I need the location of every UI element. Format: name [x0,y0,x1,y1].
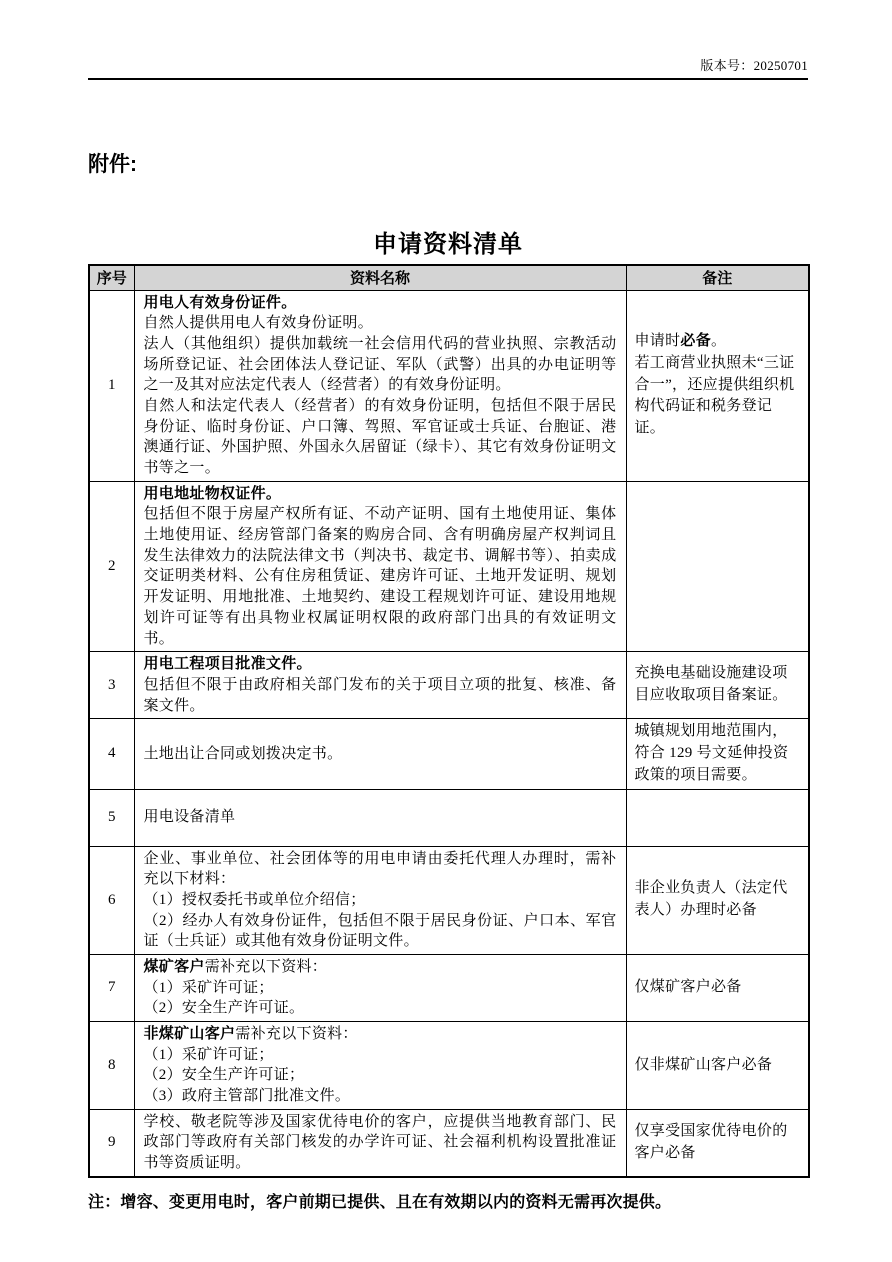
cell-paragraph [144,654,617,675]
remark-cell [626,652,809,719]
text-segment: 自然人提供用电人有效身份证明。 [143,315,374,332]
cell-paragraph [635,878,801,922]
cell-paragraph [144,890,617,911]
text-segment: 城镇规划用地范围内，符合 129 号文延伸投资政策的项目需要。 [634,723,789,783]
remark-cell [626,1109,809,1177]
cell-paragraph [144,744,617,765]
text-segment: 包括但不限于房屋产权所有证、不动产证明、国有土地使用证、集体土地使用证、经房管部门备案的购房合同、含有明确房屋产权判词且发生法律效力的法院法律文书（判决书、裁定书、调解书等）、拍卖成交证明类材料、公有住房租赁证、建房许可证、土地开发证明、规划开发证明、用地批准、土地契约、建设工程规划许可证、建设用地规划许可证等有出具物业权属证明权限的政府部门出具的有效证明文书。 [143,506,617,647]
row-number-cell: 7 [89,954,134,1021]
text-segment: 法人（其他组织）提供加载统一社会信用代码的营业执照、宗教活动场所登记证、社会团体法人登记证、军队（武警）出具的办电证明等之一及其对应法定代表人（经营者）的有效身份证明。 [143,335,617,394]
text-segment: （2）安全生产许可证。 [143,1000,305,1017]
header-rule [88,78,808,80]
text-segment: （2）经办人有效身份证件，包括但不限于居民身份证、户口本、军官证（士兵证）或其他有效身份证明文件。 [143,912,617,950]
cell-paragraph [144,504,617,649]
cell-paragraph [144,911,617,952]
text-segment: 。 [711,333,727,350]
material-name-cell [134,719,626,789]
remark-cell [626,1022,809,1110]
cell-paragraph [635,353,801,440]
emphasized-text: 用电地址物权证件。 [143,485,282,502]
remark-cell [626,789,809,846]
cell-paragraph [144,998,617,1019]
table-row [89,954,809,1021]
text-segment: 学校、敬老院等涉及国家优待电价的客户，应提供当地教育部门、民政部门等政府有关部门核发的办学许可证、社会福利机构设置批准证书等资质证明。 [143,1113,617,1172]
footnote: 注：增容、变更用电时，客户前期已提供、且在有效期以内的资料无需再次提供。 [88,1193,672,1211]
remark-cell [626,846,809,954]
cell-paragraph [635,977,801,999]
text-segment: （1）授权委托书或单位介绍信； [143,891,366,908]
table-row [89,719,809,789]
text-segment: （2）安全生产许可证； [143,1067,305,1084]
table-row [89,481,809,652]
materials-table-body [89,290,809,1177]
cell-paragraph [144,978,617,999]
material-name-cell [134,789,626,846]
text-segment: 需补充以下资料： [204,958,328,975]
text-segment: 仅煤矿客户必备 [634,979,742,996]
material-name-cell [134,481,626,652]
cell-paragraph [144,396,617,479]
text-segment: 企业、事业单位、社会团体等的用电申请由委托代理人办理时，需补充以下材料： [143,850,617,888]
table-row [89,1109,809,1177]
remark-cell [626,954,809,1021]
emphasized-text: 非煤矿山客户 [143,1026,236,1042]
text-segment: （1）采矿许可证； [143,979,274,996]
material-name-cell [134,1109,626,1177]
emphasized-text: 用电人有效身份证件。 [143,294,297,311]
material-name-cell [134,652,626,719]
text-segment: 申请时 [634,333,681,350]
material-name-cell [134,1022,626,1110]
column-header-name: 资料名称 [134,265,626,290]
cell-paragraph [144,1112,617,1174]
table-row [89,652,809,719]
cell-paragraph [144,1045,617,1066]
remark-cell [626,290,809,481]
row-number-cell: 8 [89,1022,134,1110]
cell-paragraph [144,1065,617,1086]
text-segment: 若工商营业执照未“三证合一”，还应提供组织机构代码证和税务登记证。 [634,354,795,437]
cell-paragraph [144,334,617,396]
page-title: 申请资料清单 [373,232,523,258]
emphasized-text: 用电工程项目批准文件。 [143,656,312,673]
cell-paragraph [635,1055,801,1077]
cell-paragraph [144,957,617,978]
column-header-no: 序号 [89,265,134,290]
material-name-cell [134,846,626,954]
remark-cell [626,719,809,789]
remark-cell [626,481,809,652]
text-segment: （3）政府主管部门批准文件。 [143,1088,351,1105]
table-row [89,846,809,954]
table-row [89,789,809,846]
text-segment: 自然人和法定代表人（经营者）的有效身份证明，包括但不限于居民身份证、临时身份证、户口簿、驾照、军官证或士兵证、台胞证、港澳通行证、外国护照、外国永久居留证（绿卡）、其它有效身份证明文书等之一。 [143,397,617,476]
emphasized-text: 煤矿客户 [143,958,205,975]
row-number-cell: 1 [89,290,134,481]
cell-paragraph [635,721,801,786]
table-row [89,1022,809,1110]
version-label: 版本号：20250701 [700,58,808,73]
row-number-cell: 2 [89,481,134,652]
cell-paragraph [635,331,801,353]
cell-paragraph [635,663,801,707]
text-segment: 充换电基础设施建设项目应收取项目备案证。 [634,665,788,704]
text-segment: 用电设备清单 [143,809,236,826]
text-segment: 仅享受国家优待电价的客户必备 [634,1123,788,1161]
row-number-cell: 6 [89,846,134,954]
cell-paragraph [144,807,617,828]
text-segment: （1）采矿许可证； [143,1046,274,1063]
text-segment: 土地出让合同或划拨决定书。 [143,745,343,762]
cell-paragraph [144,1086,617,1107]
material-name-cell [134,290,626,481]
materials-table [88,264,810,1178]
cell-paragraph [144,1024,617,1045]
row-number-cell: 4 [89,719,134,789]
cell-paragraph [144,313,617,334]
cell-paragraph [144,293,617,314]
emphasized-text: 必备 [680,333,712,350]
text-segment: 仅非煤矿山客户必备 [634,1056,773,1073]
row-number-cell: 9 [89,1109,134,1177]
cell-paragraph [635,1121,801,1165]
column-header-remark: 备注 [626,265,809,290]
row-number-cell: 5 [89,789,134,846]
cell-paragraph [144,484,617,505]
row-number-cell: 3 [89,652,134,719]
table-row [89,290,809,481]
material-name-cell [134,954,626,1021]
text-segment: 包括但不限于由政府相关部门发布的关于项目立项的批复、核准、备案文件。 [143,676,617,714]
text-segment: 非企业负责人（法定代表人）办理时必备 [634,880,788,919]
attachment-label: 附件: [88,153,137,176]
cell-paragraph [144,675,617,716]
table-header-row [89,265,809,290]
text-segment: 需补充以下资料： [235,1026,358,1042]
cell-paragraph [144,849,617,890]
